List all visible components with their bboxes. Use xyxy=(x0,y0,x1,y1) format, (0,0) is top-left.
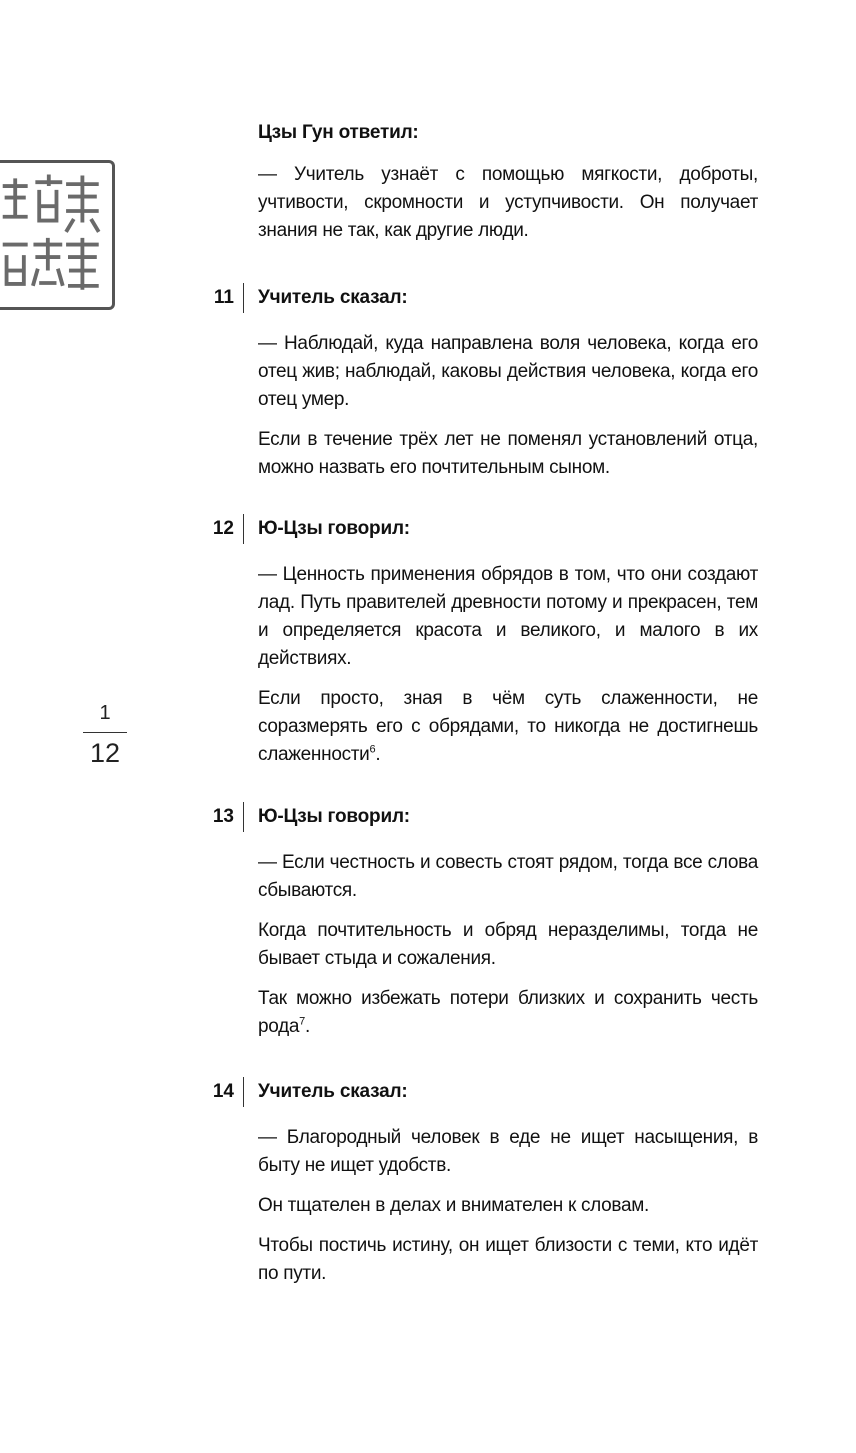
section-number: 14 xyxy=(212,1081,234,1102)
section-number: 11 xyxy=(213,287,234,308)
section-bar xyxy=(243,514,244,544)
paragraph xyxy=(258,685,758,769)
footnote-marker: 6 xyxy=(369,743,376,756)
section-heading: Учитель сказал: xyxy=(258,287,408,308)
footnote-marker: 7 xyxy=(299,1015,305,1028)
marker-divider xyxy=(83,732,127,733)
paragraph-tail: . xyxy=(375,744,381,765)
paragraph: — Благородный человек в еде не ищет насыщения, в быту не ищет удобств. xyxy=(258,1127,758,1176)
paragraph: — Учитель узнаёт с помощью мягкости, доброты, учтивости, скромности и уступчивости. Он получает знания не так, как другие люди. xyxy=(258,164,758,241)
chapter-number: 1 xyxy=(99,702,111,724)
paragraph: Он тщателен в делах и внимателен к словам. xyxy=(258,1195,650,1216)
page-number: 12 xyxy=(89,738,121,768)
chinese-seal-icon xyxy=(0,160,115,310)
section-number: 13 xyxy=(212,806,234,827)
section-number: 12 xyxy=(212,518,234,539)
paragraph: Чтобы постичь истину, он ищет близости с теми, кто идёт по пути. xyxy=(258,1235,758,1284)
paragraph-tail: . xyxy=(305,1016,310,1037)
paragraph: — Ценность применения обрядов в том, что они создают лад. Путь правителей древности потому и прекрасен, тем и определяется красота и великого, и малого в их действиях. xyxy=(258,564,758,669)
section-bar xyxy=(243,802,244,832)
paragraph-text: Если просто, зная в чём суть слаженности, не соразмерять его с обрядами, то никогда не достигнешь слаженности xyxy=(258,688,758,765)
section-bar xyxy=(243,283,244,313)
paragraph xyxy=(258,985,758,1041)
page-marker xyxy=(80,700,130,769)
section-heading: Цзы Гун ответил: xyxy=(258,122,419,143)
section-heading: Ю-Цзы говорил: xyxy=(258,518,410,539)
section-heading: Ю-Цзы говорил: xyxy=(258,806,410,827)
paragraph: Если в течение трёх лет не поменял установлений отца, можно назвать его почтительным сыном. xyxy=(258,429,758,478)
intro-block xyxy=(258,121,758,245)
section-bar xyxy=(243,1077,244,1107)
paragraph: — Если честность и совесть стоят рядом, тогда все слова сбываются. xyxy=(258,852,758,901)
paragraph-text: Так можно избежать потери близких и сохранить честь рода xyxy=(258,988,758,1037)
section-heading: Учитель сказал: xyxy=(258,1081,408,1102)
paragraph: Когда почтительность и обряд неразделимы, тогда не бывает стыда и сожаления. xyxy=(258,920,758,969)
paragraph: — Наблюдай, куда направлена воля человека, когда его отец жив; наблюдай, каковы действия человека, когда его отец умер. xyxy=(258,333,758,410)
